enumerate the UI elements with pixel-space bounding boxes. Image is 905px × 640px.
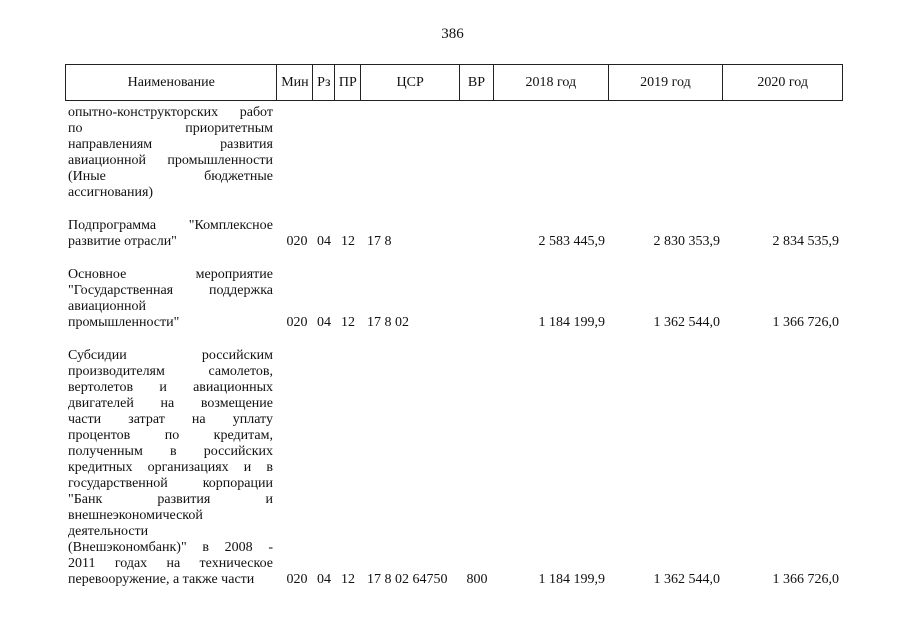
cell-rz: 04 <box>317 315 331 330</box>
table-row <box>65 105 843 201</box>
table-row <box>65 348 843 588</box>
table-row <box>65 218 843 250</box>
name-line: 2011 годах на техническое <box>68 556 273 571</box>
name-line: части затрат на уплату <box>68 412 273 427</box>
cell-pr: 12 <box>341 234 355 249</box>
name-line: авиационной промышленности <box>68 153 273 168</box>
name-line: авиационной <box>68 299 146 314</box>
cell-2019: 1 362 544,0 <box>653 315 720 330</box>
cell-2019: 1 362 544,0 <box>653 572 720 587</box>
cell-rz: 04 <box>317 572 331 587</box>
table-header <box>65 64 843 101</box>
header-2020: 2020 год <box>757 74 808 90</box>
header-pr: ПР <box>335 65 361 100</box>
cell-vr: 800 <box>466 572 488 587</box>
cell-csr: 17 8 02 <box>367 315 409 330</box>
name-line: ассигнования) <box>68 185 154 200</box>
name-line: внешнеэкономической <box>68 508 203 523</box>
cell-2020: 1 366 726,0 <box>772 572 839 587</box>
name-line: полученным в российских <box>68 444 273 459</box>
cell-2020: 2 834 535,9 <box>772 234 839 249</box>
cell-min: 020 <box>286 315 308 330</box>
name-line: Основное мероприятие <box>68 267 273 282</box>
name-line: перевооружение, а также части <box>68 572 255 587</box>
name-line: (Внешэкономбанк)" в 2008 - <box>68 540 273 555</box>
name-line: "Банк развития и <box>68 492 273 507</box>
cell-2018: 1 184 199,9 <box>538 572 605 587</box>
cell-csr: 17 8 02 64750 <box>367 572 448 587</box>
name-line: направлениям развития <box>68 137 273 152</box>
name-line: вертолетов и авиационных <box>68 380 273 395</box>
name-line: государственной корпорации <box>68 476 273 491</box>
table-row <box>65 267 843 331</box>
cell-pr: 12 <box>341 572 355 587</box>
header-csr: ЦСР <box>361 65 460 100</box>
cell-2018: 2 583 445,9 <box>538 234 605 249</box>
cell-csr: 17 8 <box>367 234 392 249</box>
name-line: Субсидии российским <box>68 348 273 363</box>
header-name: Наименование <box>66 65 277 100</box>
cell-min: 020 <box>286 234 308 249</box>
cell-name <box>65 218 277 250</box>
name-line: деятельности <box>68 524 149 539</box>
header-rz: Рз <box>313 65 335 100</box>
cell-name <box>65 267 277 331</box>
cell-2019: 2 830 353,9 <box>653 234 720 249</box>
name-line: по приоритетным <box>68 121 273 136</box>
name-line: процентов по кредитам, <box>68 428 273 443</box>
name-line: промышленности" <box>68 315 180 330</box>
header-vr: ВР <box>460 65 494 100</box>
cell-name <box>65 348 277 588</box>
name-line: (Иные бюджетные <box>68 169 273 184</box>
name-line: опытно-конструкторских работ <box>68 105 273 120</box>
cell-2020: 1 366 726,0 <box>772 315 839 330</box>
cell-rz: 04 <box>317 234 331 249</box>
name-line: "Государственная поддержка <box>68 283 273 298</box>
header-2018: 2018 год <box>494 65 609 100</box>
cell-2018: 1 184 199,9 <box>538 315 605 330</box>
name-line: Подпрограмма "Комплексное <box>68 218 273 233</box>
name-line: двигателей на возмещение <box>68 396 273 411</box>
table-body <box>65 101 843 588</box>
page-number: 386 <box>441 26 464 42</box>
name-line: кредитных организациях и в <box>68 460 273 475</box>
cell-min: 020 <box>286 572 308 587</box>
header-min: Мин <box>277 65 313 100</box>
cell-pr: 12 <box>341 315 355 330</box>
name-line: развитие отрасли" <box>68 234 177 249</box>
cell-name <box>65 105 277 201</box>
name-line: производителям самолетов, <box>68 364 273 379</box>
header-2019: 2019 год <box>609 65 724 100</box>
